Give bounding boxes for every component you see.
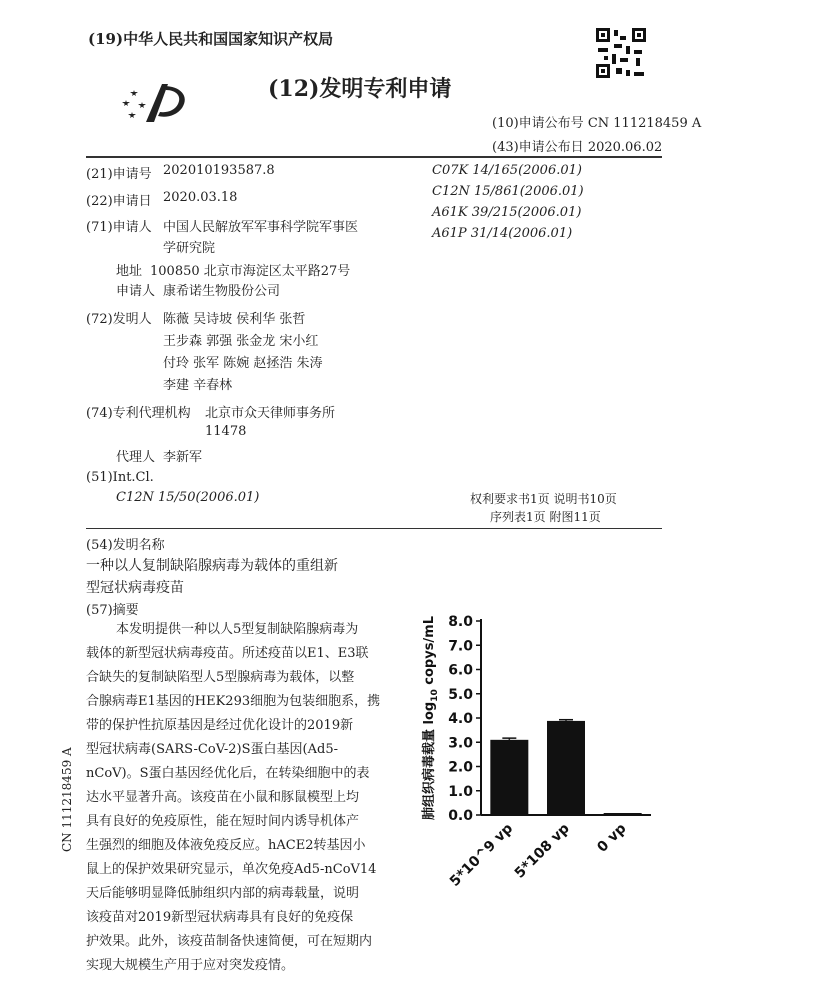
abstract-line: 护效果。此外，该疫苗制备快速简便，可在短期内 [86,934,373,949]
abstract-label: (57)摘要 [86,603,139,618]
abstract-line: 实现大规模生产用于应对突发疫情。 [86,958,295,973]
side-publication-id: CN 111218459 A [60,747,74,852]
inventors-line-1: 陈薇 吴诗坡 侯利华 张哲 [163,312,306,327]
x-tick-label: 5*10^9 vp [446,820,517,890]
agency-code: 11478 [205,424,247,439]
application-number-label: (21)申请号 [86,167,152,182]
application-date: 2020.03.18 [163,190,238,205]
abstract-line: 具有良好的免疫原性，能在短时间内诱导机体产 [86,814,360,829]
header-divider [86,156,662,158]
abstract-line: 鼠上的保护效果研究显示，单次免疫Ad5-nCoV14 [86,862,377,877]
y-tick-label: 5.0 [448,686,473,703]
applicant-line-2: 学研究院 [163,241,216,256]
document-type: (12)发明专利申请 [268,76,452,102]
address: 100850 北京市海淀区太平路27号 [150,264,351,279]
y-axis-ticks [448,614,481,824]
y-axis-label-main: 肺组织病毒载量 log [422,701,437,821]
cnipa-logo-icon [118,78,194,124]
y-axis-label [421,616,440,820]
ipc-class-1: C07K 14/165(2006.01) [432,163,582,178]
application-date-label: (22)申请日 [86,194,152,209]
inventors-line-2: 王步森 郭强 张金龙 宋小红 [163,334,319,349]
agent-label: 代理人 [116,450,156,465]
page-count-line-2: 序列表1页 附图11页 [490,510,601,524]
abstract-line: 该疫苗对2019新型冠状病毒具有良好的免疫保 [86,910,354,925]
invention-title-line-2: 型冠状病毒疫苗 [86,580,184,596]
y-axis-label-unit: copys/mL [422,615,437,690]
chart-bar [490,740,528,815]
y-tick-label: 6.0 [448,662,473,679]
abstract-line: 合腺病毒E1基因的HEK293细胞为包装细胞系，携 [86,694,381,709]
applicant-2-label: 申请人 [116,284,156,299]
qr-code-icon [596,28,646,78]
applicant-label: (71)申请人 [86,220,152,235]
chart-bar [547,721,585,815]
viral-load-bar-chart [415,585,665,890]
publication-number: (10)申请公布号 CN 111218459 A [492,116,702,131]
abstract-line: 型冠状病毒(SARS-CoV-2)S蛋白基因(Ad5- [86,742,338,757]
agent-name: 李新军 [163,450,203,465]
int-cl-main: C12N 15/50(2006.01) [116,490,260,505]
abstract-line: 本发明提供一种以人5型复制缺陷腺病毒为 [116,622,359,637]
invention-title-line-1: 一种以人复制缺陷腺病毒为载体的重组新 [86,558,338,574]
y-tick-label: 8.0 [448,614,473,630]
applicant-2: 康希诺生物股份公司 [163,284,281,299]
x-tick-label: 5*108 vp [511,820,573,882]
abstract-line: 带的保护性抗原基因是经过优化设计的2019新 [86,718,354,733]
agency-label: (74)专利代理机构 [86,406,191,421]
abstract-line: 载体的新型冠状病毒疫苗。所述疫苗以E1、E3联 [86,646,369,661]
inventors-line-4: 李建 辛春林 [163,378,233,393]
authority-header: (19)中华人民共和国国家知识产权局 [88,30,334,48]
y-tick-label: 0.0 [448,808,473,824]
abstract-line: 生强烈的细胞及体液免疫反应。hACE2转基因小 [86,838,366,853]
application-number: 202010193587.8 [163,163,275,178]
publication-date: (43)申请公布日 2020.06.02 [492,140,663,155]
agency-name: 北京市众天律师事务所 [205,406,336,421]
ipc-class-2: C12N 15/861(2006.01) [432,184,584,199]
y-tick-label: 7.0 [448,638,473,655]
y-tick-label: 1.0 [448,783,473,800]
inventors-line-3: 付玲 张军 陈婉 赵拯浩 朱涛 [163,356,323,371]
int-cl-label: (51)Int.Cl. [86,470,154,485]
x-tick-label: 0 vp [594,820,630,856]
invention-title-label: (54)发明名称 [86,538,165,553]
x-axis-labels [447,821,630,890]
y-axis-label-subscript: 10 [430,689,440,702]
applicant-line-1: 中国人民解放军军事科学院军事医 [163,220,359,235]
abstract-line: nCoV)。S蛋白基因经优化后，在转染细胞中的表 [86,766,370,781]
chart-bars [490,720,641,815]
abstract-line: 天后能够明显降低肺组织内部的病毒载量，说明 [86,886,360,901]
y-tick-label: 3.0 [448,735,473,752]
y-tick-label: 2.0 [448,759,473,776]
section-divider [86,528,662,529]
address-label: 地址 [116,264,143,279]
abstract-line: 合缺失的复制缺陷型人5型腺病毒为载体，以整 [86,670,355,685]
ipc-class-4: A61P 31/14(2006.01) [432,226,573,241]
ipc-class-3: A61K 39/215(2006.01) [432,205,582,220]
abstract-line: 达水平显著升高。该疫苗在小鼠和豚鼠模型上均 [86,790,360,805]
y-tick-label: 4.0 [448,711,473,727]
page-count-line-1: 权利要求书1页 说明书10页 [470,492,617,506]
inventors-label: (72)发明人 [86,312,152,327]
